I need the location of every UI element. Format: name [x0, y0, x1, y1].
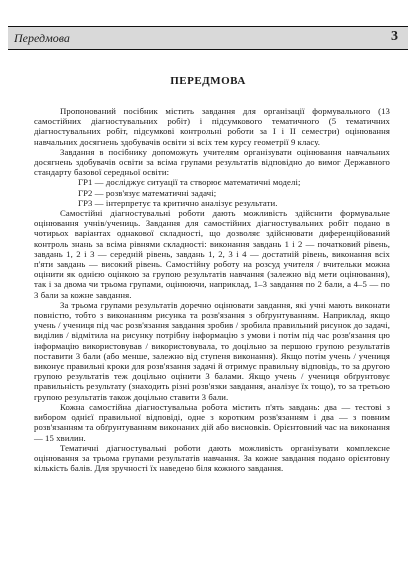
paragraph-self-diagnostic: Самостійні діагностувальні роботи дають можливість здійснити формувальне оцінювання учнів/учениць. Завдання для самостійних діагностувальних робіт подано в чотирьох варіантах однакової складності, що дозволяє здійснювати диференційований контроль знань за всіма рівнями складності: виконання завдань 1 і 2 — початковий рівень, завдань 1, 2 і 3 — середній рівень, завдань 1, 2, 3 і 4 — достатній рівень, виконання всіх п'яти завдань — високий рівень. Самостійну роботу на розсуд учителя / вчительки можна оцінити як однією оцінкою за групою результатів навчання (залежно від мети оцінювання), так і за двома чи трьома групами, оцінюючи, наприклад, 1–3 завдання по 2 бали, а 4–5 — по 3 бали за кожне завдання.	[34, 208, 390, 300]
running-head-title: Передмова	[14, 31, 70, 45]
group-item-gr3: ГР3 — інтерпретує та критично аналізує результати.	[78, 197, 278, 208]
page-number: 3	[391, 29, 398, 44]
group-item-gr1: ГР1 — досліджує ситуації та створює математичні моделі;	[78, 177, 301, 188]
body-text	[34, 106, 390, 473]
paragraph-tasks: Завдання в посібнику допоможуть учителям організувати оцінювання навчальних досягнень здобувачів освіти за всіма групами результатів відповідно до вимог Державного стандарту базової середньої освіти:	[34, 146, 390, 178]
paragraph-thematic: Тематичні діагностувальні роботи дають можливість організувати комплексне оцінювання за трьома групами результатів навчання. За кожне завдання подано орієнтовну кількість балів. Для зручності їх наведено біля кожного завдання.	[34, 442, 390, 474]
paragraph-task-structure: Кожна самостійна діагностувальна робота містить п'ять завдань: два — тестові з вибором однієї правильної відповіді, одне з коротким розв'язанням і два — з повним розв'язанням та обґрунтуванням виконаних дій або висновків. Орієнтовний час на виконання — 15 хвилин.	[34, 401, 390, 443]
page-title: ПЕРЕДМОВА	[170, 75, 246, 87]
group-item-gr2: ГР2 — розв'язує математичні задачі;	[78, 187, 217, 198]
paragraph-three-groups: За трьома групами результатів доречно оцінювати завдання, які учні мають виконати повністю, тобто з виконанням рисунка та розв'язання з обґрунтуванням. Наприклад, якщо учень / учениця під час розв'язання завдання зробив / зробила правильний рисунок до задачі, виділив / відмітила на рисунку потрібну інформацію з умови і потім під час розв'язання цю інформацію використовував / використовувала, то доцільно за першою групою результатів поставити 3 бали (або менше, залежно від ступеня виконання). Якщо потім учень / учениця виконує правильні кроки для розв'язання задачі й отримує правильну відповідь, то за другою групою результатів теж доцільно оцінити 3 балами. Якщо учень / учениця обґрунтовує правильність результату (знаходить різні розв'язки завдання, аналізує їх тощо), то за третьою групою результатів також доцільно ставити 3 бали.	[34, 299, 390, 402]
paragraph-intro: Пропонований посібник містить завдання для організації формувального (13 самостійних діагностувальних робіт) і підсумкового тематичного (5 тематичних діагностувальних робіт, підсумкові контрольні роботи за I і II семестри) оцінювання навчальних досягнень здобувачів освіти зі всіх тем курсу геометрії 9 класу.	[34, 106, 390, 147]
running-header	[8, 26, 408, 50]
